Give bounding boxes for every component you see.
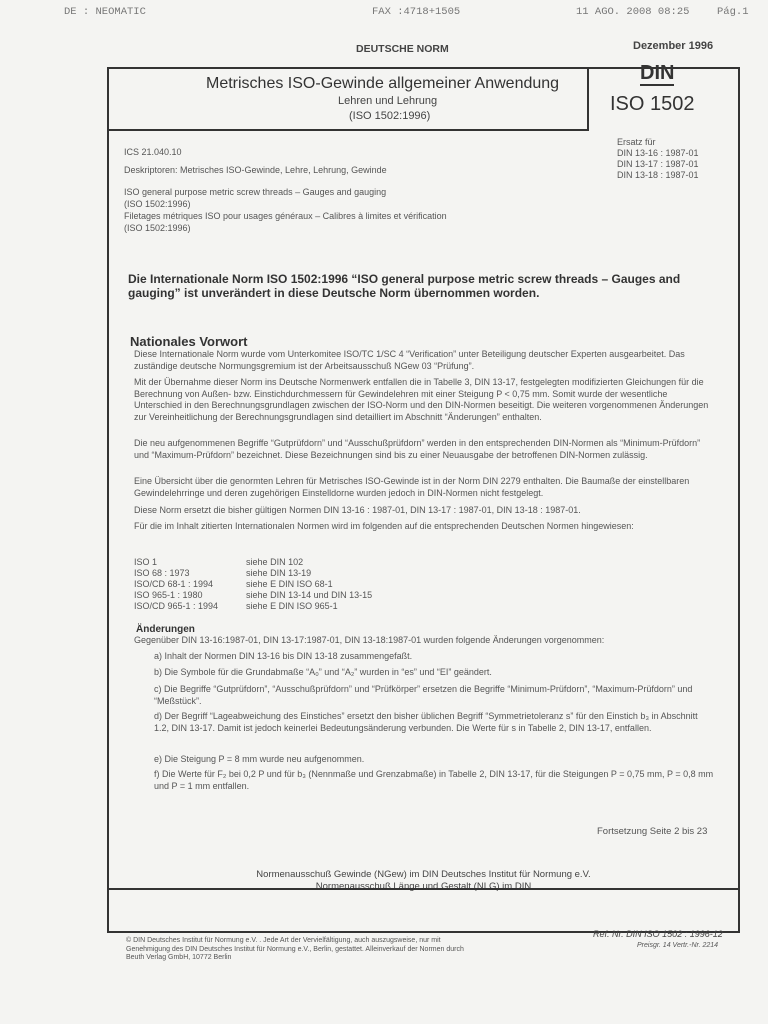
ics-code: ICS 21.040.10: [124, 147, 182, 157]
paragraph: Mit der Übernahme dieser Norm ins Deutsche Normenwerk entfallen die in Tabelle 3, DIN 13-17, festgelegten modifizierten Gleichungen für die Berechnung von Außen- bzw. Einstichdurchmessern für Gewindelehren mit einer Steigung P < 0,75 mm. Somit wurde der wesentliche Unterschied in den Berechnungsgrundlagen zwischen der ISO-Norm und den DIN-Normen beseitigt. Die weiteren vorgenommenen Änderungen zur Vereinheitlichung der Berechnungsgrundlagen sind detailliert im Abschnitt “Änderungen” enthalten.: [134, 377, 709, 422]
footer-rule: [107, 888, 740, 933]
paragraph: Die neu aufgenommenen Begriffe “Gutprüfdorn” und “Ausschußprüfdorn” werden in den entsprechenden DIN-Normen als “Minimum-Prüfdorn” und “Maximum-Prüfdorn” bezeichnet. Diese Bezeichnungen sind bis zu einer Neuausgabe der betroffenen DIN-Normen zulässig.: [134, 438, 701, 460]
page-title: Metrisches ISO-Gewinde allgemeiner Anwendung: [206, 75, 560, 92]
change-item: e) Die Steigung P = 8 mm wurde neu aufgenommen.: [154, 754, 365, 764]
subtitle-ref: (ISO 1502:1996): [349, 110, 431, 122]
fax-header: [0, 6, 768, 20]
descriptors: Deskriptoren: Metrisches ISO-Gewinde, Lehre, Lehrung, Gewinde: [124, 165, 387, 175]
reference-row: ISO 965-1 : 1980 siehe DIN 13-14 und DIN 13-15: [134, 590, 373, 600]
change-item: b) Die Symbole für die Grundabmaße “A₀” und “A₂” wurden in “es” und “EI” geändert.: [154, 667, 492, 677]
reference-row: ISO/CD 68-1 : 1994 siehe E DIN ISO 68-1: [134, 579, 333, 589]
replaces-item: DIN 13-17 : 1987-01: [617, 159, 699, 169]
committee-line: Normenausschuß Länge und Gestalt (NLG) im DIN: [315, 881, 532, 892]
fax-page: Pág.1: [717, 6, 749, 18]
norm-label: DEUTSCHE NORM: [356, 43, 449, 55]
change-item: d) Der Begriff “Lageabweichung des Einstiches” ersetzt den bisher üblichen Begriff “Symmetrietoleranz s” für den Einstich b₃ in Abschnitt 1.2, DIN 13-17. Damit ist jedoch keinerlei Bedeutungsänderung verbunden. Die Werte für s in Tabelle 2, DIN 13-17, entfallen.: [154, 711, 698, 733]
french-title: Filetages métriques ISO pour usages généraux – Calibres à limites et vérification: [124, 211, 447, 221]
replaces-label: Ersatz für: [617, 137, 656, 147]
adoption-statement: Die Internationale Norm ISO 1502:1996 “ISO general purpose metric screw threads – Gauges and gauging” ist unverändert in diese Deutsche Norm übernommen worden.: [128, 272, 681, 300]
standard-number: ISO 1502: [610, 93, 695, 115]
reference-row: ISO 68 : 1973 siehe DIN 13-19: [134, 568, 312, 578]
fax-datetime: 11 AGO. 2008 08:25: [576, 6, 690, 18]
paragraph: Diese Norm ersetzt die bisher gültigen Normen DIN 13-16 : 1987-01, DIN 13-17 : 1987-01, DIN 13-18 : 1987-01.: [134, 505, 581, 515]
issue-date: Dezember 1996: [633, 40, 714, 52]
reference-list: [134, 557, 400, 612]
replaces-item: DIN 13-18 : 1987-01: [617, 170, 699, 180]
reference-row: ISO/CD 965-1 : 1994 siehe E DIN ISO 965-1: [134, 601, 338, 611]
fax-number: FAX :4718+1505: [372, 6, 461, 18]
english-title: ISO general purpose metric screw threads – Gauges and gauging: [124, 187, 387, 197]
section-heading-vorwort: Nationales Vorwort: [130, 334, 248, 349]
paragraph: Eine Übersicht über die genormten Lehren für Metrisches ISO-Gewinde ist in der Norm DIN 2279 enthalten. Die Baumaße der einstellbaren Gewindelehrringe und deren zugehörigen Einstelldorne wurden jedoch in DIN-Normen nicht festgelegt.: [134, 476, 690, 498]
english-ref: (ISO 1502:1996): [124, 199, 191, 209]
paragraph: Diese Internationale Norm wurde vom Unterkomitee ISO/TC 1/SC 4 “Verification” unter Beteiligung deutscher Experten ausgearbeitet. Das zuständige deutsche Normungsgremium ist der Arbeitsausschuß NGew 03 “Prüfung”.: [134, 349, 685, 371]
change-item: f) Die Werte für F₂ bei 0,2 P und für b₃ (Nennmaße und Grenzabmaße) in Tabelle 2, DIN 13-17, für die Steigungen P = 0,75 mm, P = 0,8 mm und P = 1 mm entfallen.: [154, 769, 714, 791]
french-ref: (ISO 1502:1996): [124, 223, 191, 233]
subtitle: Lehren und Lehrung: [338, 95, 438, 107]
price-group: Preisgr. 14 Vertr.-Nr. 2214: [637, 942, 719, 949]
copyright-notice: © DIN Deutsches Institut für Normung e.V. . Jede Art der Vervielfältigung, auch auszugsweise, nur mit Genehmigung des DIN Deutsches Institut für Normung e.V., Berlin, gestattet. Alleinverkauf der Normen durch Beuth Verlag GmbH, 10772 Berlin: [126, 937, 464, 961]
paragraph: Für die im Inhalt zitierten Internationalen Normen wird im folgenden auf die entsprechenden Deutschen Normen hingewiesen:: [134, 521, 634, 531]
continuation-note: Fortsetzung Seite 2 bis 23: [597, 826, 708, 837]
din-logo: DIN: [640, 62, 675, 84]
committee-line: Normenausschuß Gewinde (NGew) im DIN Deutsches Institut für Normung e.V.: [256, 869, 591, 880]
replaces-item: DIN 13-16 : 1987-01: [617, 148, 699, 158]
change-item: c) Die Begriffe “Gutprüfdorn”, “Ausschußprüfdorn” und “Prüfkörper” ersetzen die Begriffe “Minimum-Prüfdorn”, “Maximum-Prüfdorn” und “Meßstück”.: [154, 684, 693, 706]
changes-intro: Gegenüber DIN 13-16:1987-01, DIN 13-17:1987-01, DIN 13-18:1987-01 wurden folgende Änderungen vorgenommen:: [134, 635, 605, 645]
reference-number: Ref. Nr. DIN ISO 1502 : 1996-12: [593, 929, 723, 939]
section-heading-changes: Änderungen: [136, 624, 195, 635]
change-item: a) Inhalt der Normen DIN 13-16 bis DIN 13-18 zusammengefaßt.: [154, 651, 413, 661]
fax-sender: DE : NEOMATIC: [64, 6, 146, 18]
reference-row: ISO 1 siehe DIN 102: [134, 557, 304, 567]
